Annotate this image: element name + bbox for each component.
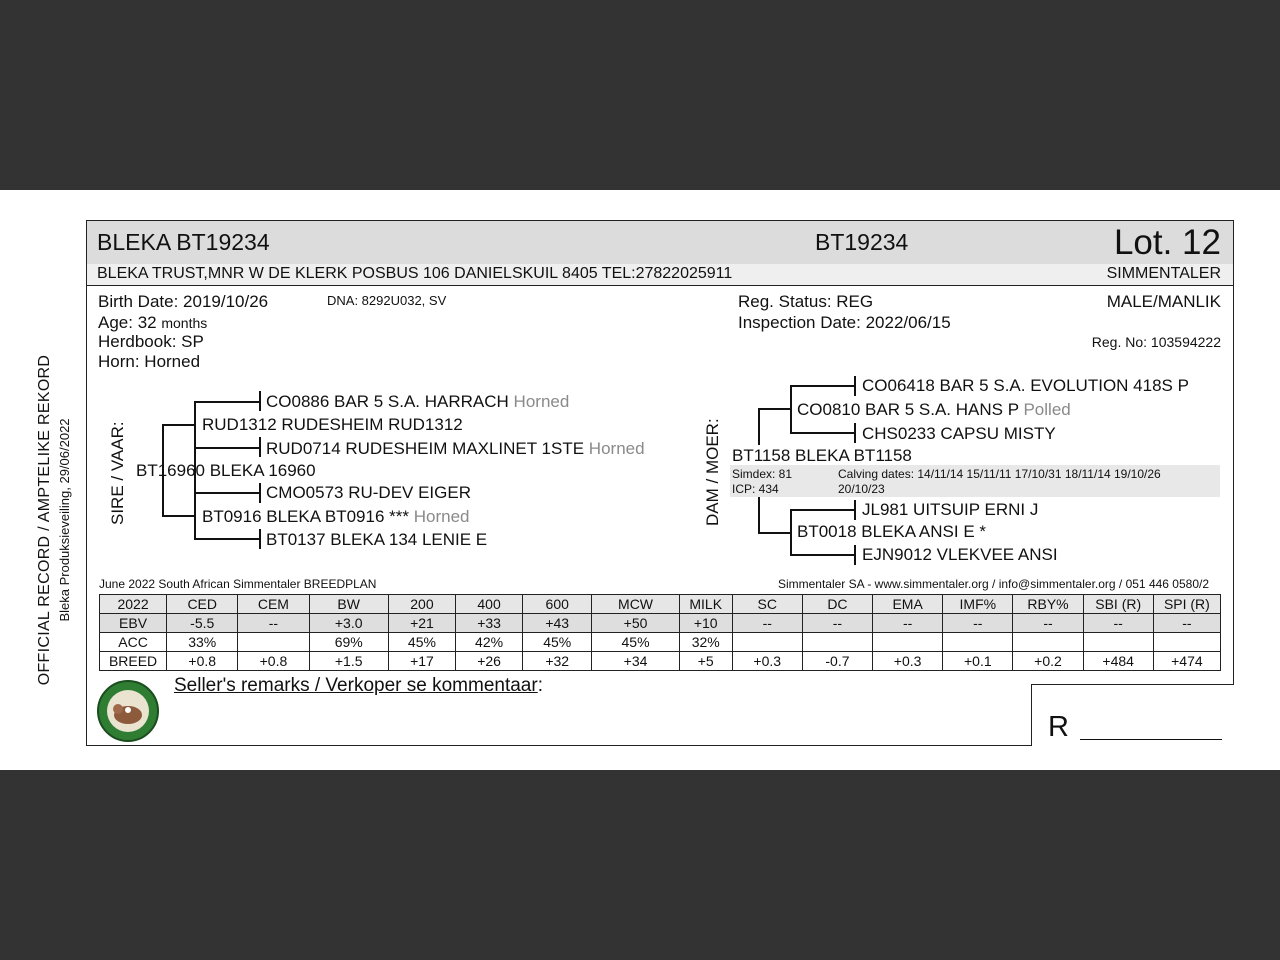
herdbook: Herdbook: SP: [98, 332, 204, 351]
table-cell: +1.5: [309, 652, 388, 671]
breedplan-contact: Simmentaler SA - www.simmentaler.org / info@simmentaler.org / 051 446 0580/2: [777, 577, 1209, 591]
ds-poll-note: Polled: [1023, 400, 1071, 419]
sire-sire-sire: [266, 392, 569, 412]
sire-name: BT16960 BLEKA 16960: [136, 461, 316, 480]
table-cell: [238, 633, 309, 652]
society-logo: [96, 679, 160, 743]
table-cell: +3.0: [309, 614, 388, 633]
table-cell: 45%: [388, 633, 455, 652]
side-note: [35, 350, 75, 690]
dam-sire-sire: CO06418 BAR 5 S.A. EVOLUTION 418S P: [862, 376, 1189, 395]
col-ced: CED: [167, 595, 238, 614]
table-cell: +0.3: [873, 652, 943, 671]
horn-status: Horn: Horned: [98, 352, 201, 371]
sire-label: SIRE / VAAR:: [108, 421, 127, 525]
col-sc: SC: [732, 595, 802, 614]
age-unit: months: [161, 315, 208, 331]
sire-dam: [202, 507, 469, 527]
table-cell: +484: [1083, 652, 1153, 671]
table-cell: 69%: [309, 633, 388, 652]
table-cell: --: [943, 614, 1013, 633]
calving-dates: Calving dates: 14/11/14 15/11/11 17/10/31 18/11/14 19/10/26: [838, 467, 1161, 481]
age-value: Age: 32: [98, 313, 157, 332]
acc-row: [100, 633, 1221, 652]
sire-sire: RUD1312 RUDESHEIM RUD1312: [202, 415, 463, 434]
table-cell: [943, 633, 1013, 652]
table-cell: --: [1083, 614, 1153, 633]
table-cell: [873, 633, 943, 652]
sd-horn-note: Horned: [413, 507, 470, 526]
ebv-table: [99, 594, 1221, 671]
dam-dam: BT0018 BLEKA ANSI E *: [797, 522, 987, 541]
card-header: [87, 221, 1233, 265]
age: [98, 313, 207, 333]
table-cell: 45%: [523, 633, 592, 652]
ssd-name: RUD0714 RUDESHEIM MAXLINET 1STE: [266, 439, 585, 458]
reg-number: Reg. No: 103594222: [1091, 334, 1221, 350]
table-cell: 42%: [456, 633, 523, 652]
table-cell: --: [238, 614, 309, 633]
breed-row: [100, 652, 1221, 671]
price-currency: R: [1048, 711, 1069, 743]
seller-remarks-label: Seller's remarks / Verkoper se kommentaar: [174, 675, 538, 696]
table-cell: +0.8: [167, 652, 238, 671]
dam-label: DAM / MOER:: [703, 418, 722, 526]
inspection-date: Inspection Date: 2022/06/15: [738, 313, 951, 332]
dam-name: BT1158 BLEKA BT1158: [732, 446, 912, 465]
table-cell: 45%: [592, 633, 679, 652]
table-cell: --: [1013, 614, 1083, 633]
breed-name: SIMMENTALER: [1106, 265, 1221, 282]
ssd-horn-note: Horned: [588, 439, 645, 458]
sex: MALE/MANLIK: [1106, 292, 1221, 311]
sss-horn-note: Horned: [513, 392, 570, 411]
calving-dates-cont: 20/10/23: [838, 482, 885, 496]
sd-name: BT0916 BLEKA BT0916 ***: [202, 507, 409, 526]
col-ema: EMA: [873, 595, 943, 614]
price-box: [1031, 684, 1234, 746]
col-600: 600: [523, 595, 592, 614]
table-cell: [1083, 633, 1153, 652]
animal-name: BLEKA BT19234: [97, 229, 270, 255]
table-cell: [1153, 633, 1220, 652]
sire-dam-dam: BT0137 BLEKA 134 LENIE E: [266, 530, 488, 549]
dam-dam-sire: JL981 UITSUIP ERNI J: [862, 500, 1039, 519]
table-cell: +0.8: [238, 652, 309, 671]
table-cell: 33%: [167, 633, 238, 652]
dam-dam-dam: EJN9012 VLEKVEE ANSI: [862, 545, 1058, 564]
table-cell: -5.5: [167, 614, 238, 633]
sire-dam-sire: CMO0573 RU-DEV EIGER: [266, 483, 471, 502]
col-mcw: MCW: [592, 595, 679, 614]
table-cell: +0.3: [732, 652, 802, 671]
birth-date: Birth Date: 2019/10/26: [98, 292, 269, 311]
col-milk: MILK: [679, 595, 732, 614]
table-cell: --: [802, 614, 872, 633]
table-cell: [1013, 633, 1083, 652]
price-line[interactable]: [1080, 739, 1222, 740]
table-cell: +10: [679, 614, 732, 633]
seller-remarks: [174, 675, 543, 697]
col-rby: RBY%: [1013, 595, 1083, 614]
table-cell: --: [873, 614, 943, 633]
ds-name: CO0810 BAR 5 S.A. HANS P: [797, 400, 1019, 419]
table-cell: +26: [456, 652, 523, 671]
animal-id: BT19234: [815, 229, 909, 255]
col-sbi: SBI (R): [1083, 595, 1153, 614]
table-cell: +34: [592, 652, 679, 671]
simdex: Simdex: 81: [732, 467, 793, 481]
col-year: 2022: [100, 595, 167, 614]
table-cell: [802, 633, 872, 652]
lot-number: Lot. 12: [1113, 223, 1221, 262]
sss-name: CO0886 BAR 5 S.A. HARRACH: [266, 392, 509, 411]
table-cell: +33: [456, 614, 523, 633]
sire-sire-dam: [266, 439, 645, 459]
table-cell: --: [1153, 614, 1220, 633]
table-cell: --: [732, 614, 802, 633]
table-cell: +0.2: [1013, 652, 1083, 671]
table-cell: EBV: [100, 614, 167, 633]
breedplan-title: June 2022 South African Simmentaler BREEDPLAN: [99, 577, 377, 591]
breeder-bar: [87, 264, 1233, 286]
col-dc: DC: [802, 595, 872, 614]
table-cell: 32%: [679, 633, 732, 652]
col-spi: SPI (R): [1153, 595, 1220, 614]
breeder-info: BLEKA TRUST,MNR W DE KLERK POSBUS 106 DANIELSKUIL 8405 TEL:27822025911: [97, 265, 733, 282]
table-cell: +474: [1153, 652, 1220, 671]
table-cell: [732, 633, 802, 652]
dam-sire: [797, 400, 1071, 420]
table-cell: +21: [388, 614, 455, 633]
col-200: 200: [388, 595, 455, 614]
col-400: 400: [456, 595, 523, 614]
col-imf: IMF%: [943, 595, 1013, 614]
official-record-label: OFFICIAL RECORD / AMPTELIKE REKORD: [36, 354, 53, 686]
table-cell: ACC: [100, 633, 167, 652]
dna-info: DNA: 8292U032, SV: [327, 293, 447, 308]
table-cell: BREED: [100, 652, 167, 671]
col-cem: CEM: [238, 595, 309, 614]
dam-sire-dam: CHS0233 CAPSU MISTY: [862, 424, 1056, 443]
ebv-header-row: [100, 595, 1221, 614]
table-cell: +17: [388, 652, 455, 671]
table-cell: +50: [592, 614, 679, 633]
table-cell: -0.7: [802, 652, 872, 671]
col-bw: BW: [309, 595, 388, 614]
ebv-row: [100, 614, 1221, 633]
table-cell: +32: [523, 652, 592, 671]
table-cell: +5: [679, 652, 732, 671]
seller-remarks-colon: :: [537, 675, 543, 696]
table-cell: +43: [523, 614, 592, 633]
table-cell: +0.1: [943, 652, 1013, 671]
icp: ICP: 434: [732, 482, 779, 496]
sale-name-date: Bleka Produksieveiling, 29/06/2022: [57, 418, 72, 622]
reg-status: Reg. Status: REG: [738, 292, 874, 311]
